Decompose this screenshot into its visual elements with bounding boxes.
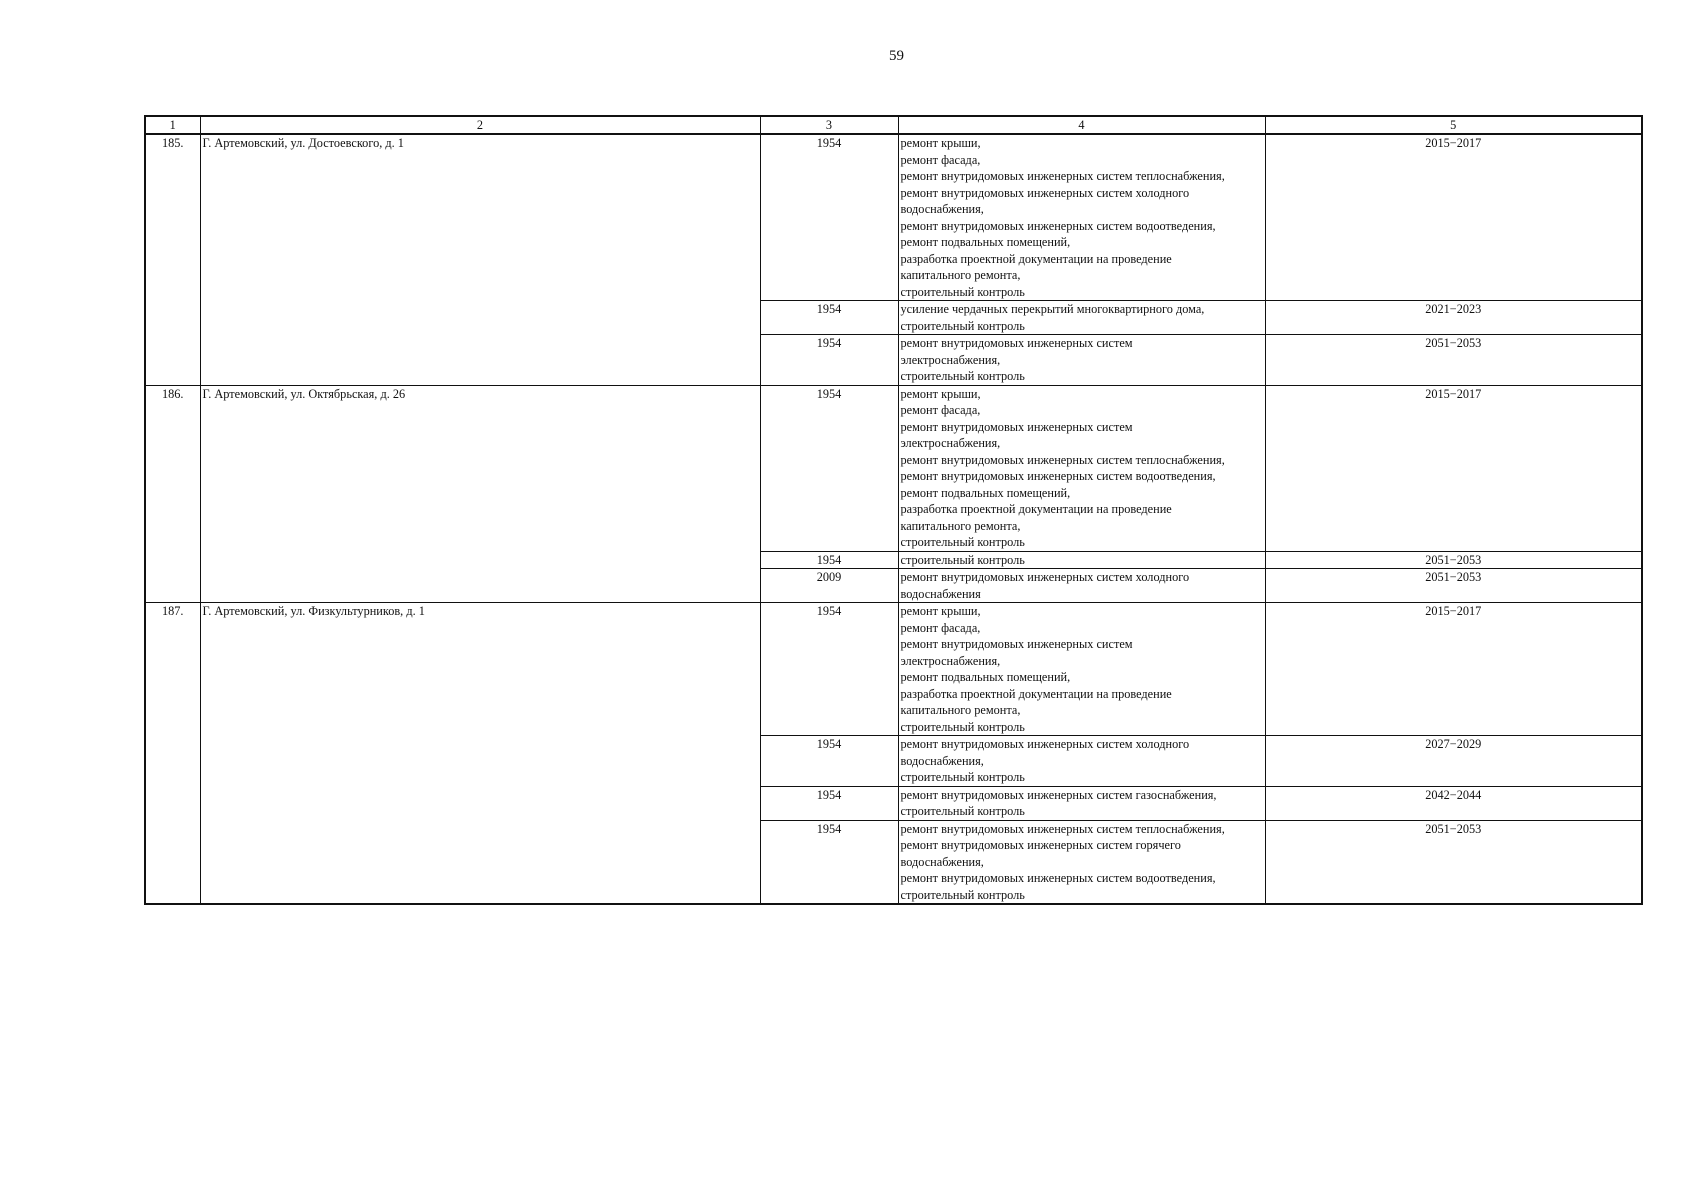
work-item: ремонт фасада,	[900, 620, 981, 635]
work-item: ремонт внутридомовых инженерных систем горячего	[900, 838, 1181, 852]
column-header: 2	[200, 116, 760, 134]
work-item: ремонт внутридомовых инженерных систем водоотведения,	[900, 871, 1216, 885]
work-item: усиление чердачных перекрытий многоквартирного дома,	[900, 302, 1205, 316]
period-cell: 2015−2017	[1265, 385, 1642, 551]
works-cell	[898, 134, 1265, 301]
works-cell	[898, 569, 1265, 603]
table-body	[145, 134, 1642, 904]
works-cell	[898, 301, 1265, 335]
year-cell: 1954	[760, 385, 898, 551]
work-item: капитального ремонта,	[900, 268, 1021, 282]
work-item: ремонт внутридомовых инженерных систем теплоснабжения,	[900, 452, 1225, 467]
column-header: 3	[760, 116, 898, 134]
year-cell: 1954	[760, 301, 898, 335]
work-item: ремонт внутридомовых инженерных систем теплоснабжения,	[900, 821, 1225, 836]
work-item: строительный контроль	[900, 770, 1025, 784]
building-address: Г. Артемовский, ул. Достоевского, д. 1	[200, 134, 760, 385]
header-row	[145, 116, 1642, 134]
works-cell	[898, 820, 1265, 904]
work-item: разработка проектной документации на проведение	[900, 502, 1172, 516]
period-cell: 2051−2053	[1265, 335, 1642, 386]
work-item: ремонт фасада,	[900, 403, 981, 417]
work-item: строительный контроль	[900, 887, 1025, 902]
period-cell: 2051−2053	[1265, 551, 1642, 569]
year-cell: 1954	[760, 335, 898, 386]
work-item: ремонт подвальных помещений,	[900, 235, 1071, 249]
work-item: электроснабжения,	[900, 352, 1001, 367]
work-item: водоснабжения,	[900, 854, 984, 869]
work-item: строительный контроль	[900, 804, 1025, 818]
period-cell: 2015−2017	[1265, 134, 1642, 301]
building-address: Г. Артемовский, ул. Физкультурников, д. 1	[200, 603, 760, 905]
column-header: 5	[1265, 116, 1642, 134]
work-item: разработка проектной документации на проведение	[900, 686, 1172, 701]
work-item: разработка проектной документации на проведение	[900, 251, 1172, 266]
work-item: ремонт внутридомовых инженерных систем	[900, 336, 1133, 350]
work-item: ремонт внутридомовых инженерных систем	[900, 419, 1133, 434]
work-item: ремонт крыши,	[900, 386, 981, 401]
works-cell	[898, 736, 1265, 787]
item-number: 186.	[145, 385, 200, 603]
work-item: ремонт фасада,	[900, 152, 981, 167]
work-item: ремонт внутридомовых инженерных систем холодного	[900, 185, 1190, 200]
page-number: 59	[889, 48, 904, 64]
capital-repair-table	[144, 115, 1643, 905]
work-item: ремонт крыши,	[900, 604, 981, 618]
work-item: ремонт крыши,	[900, 136, 981, 150]
work-item: ремонт подвальных помещений,	[900, 670, 1071, 684]
work-item: водоснабжения,	[900, 202, 984, 216]
work-item: ремонт внутридомовых инженерных систем газоснабжения,	[900, 787, 1217, 802]
works-cell	[898, 385, 1265, 551]
works-cell	[898, 551, 1265, 569]
table-row	[145, 385, 1642, 551]
building-address: Г. Артемовский, ул. Октябрьская, д. 26	[200, 385, 760, 603]
work-item: ремонт внутридомовых инженерных систем	[900, 637, 1133, 651]
table-row	[145, 134, 1642, 301]
period-cell: 2042−2044	[1265, 786, 1642, 820]
period-cell: 2051−2053	[1265, 820, 1642, 904]
column-header: 1	[145, 116, 200, 134]
work-item: электроснабжения,	[900, 436, 1001, 450]
column-header: 4	[898, 116, 1265, 134]
work-item: строительный контроль	[900, 318, 1025, 333]
year-cell: 1954	[760, 820, 898, 904]
year-cell: 1954	[760, 786, 898, 820]
work-item: водоснабжения	[900, 586, 981, 601]
work-item: строительный контроль	[900, 369, 1025, 383]
year-cell: 1954	[760, 736, 898, 787]
work-item: строительный контроль	[900, 535, 1025, 549]
work-item: ремонт внутридомовых инженерных систем водоотведения,	[900, 469, 1216, 483]
works-cell	[898, 603, 1265, 736]
work-item: электроснабжения,	[900, 653, 1001, 668]
item-number: 185.	[145, 134, 200, 385]
year-cell: 1954	[760, 134, 898, 301]
work-item: строительный контроль	[900, 284, 1025, 299]
period-cell: 2027−2029	[1265, 736, 1642, 787]
period-cell: 2051−2053	[1265, 569, 1642, 603]
year-cell: 2009	[760, 569, 898, 603]
work-item: капитального ремонта,	[900, 703, 1021, 717]
work-item: строительный контроль	[900, 719, 1025, 734]
period-cell: 2021−2023	[1265, 301, 1642, 335]
year-cell: 1954	[760, 551, 898, 569]
work-item: ремонт внутридомовых инженерных систем водоотведения,	[900, 218, 1216, 233]
work-item: ремонт внутридомовых инженерных систем холодного	[900, 737, 1190, 751]
work-item: капитального ремонта,	[900, 518, 1021, 533]
work-item: водоснабжения,	[900, 753, 984, 768]
work-item: ремонт внутридомовых инженерных систем теплоснабжения,	[900, 169, 1225, 183]
table-row	[145, 603, 1642, 736]
work-item: строительный контроль	[900, 552, 1025, 567]
period-cell: 2015−2017	[1265, 603, 1642, 736]
works-cell	[898, 786, 1265, 820]
work-item: ремонт внутридомовых инженерных систем холодного	[900, 570, 1190, 584]
year-cell: 1954	[760, 603, 898, 736]
work-item: ремонт подвальных помещений,	[900, 485, 1071, 500]
item-number: 187.	[145, 603, 200, 905]
works-cell	[898, 335, 1265, 386]
